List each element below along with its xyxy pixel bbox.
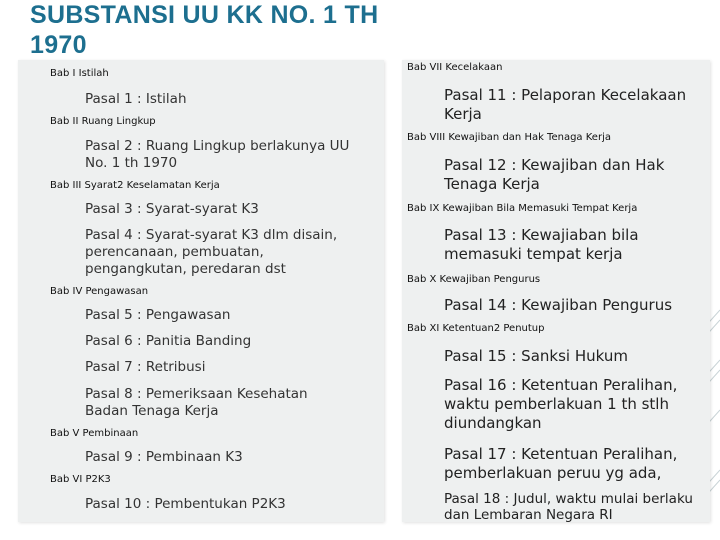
pasal-1: Pasal 1 : Istilah [85, 91, 187, 107]
pasal-2-line-2: No. 1 th 1970 [85, 155, 178, 171]
slide-title [30, 0, 430, 60]
pasal-12-line-1: Pasal 12 : Kewajiban dan Hak [444, 156, 665, 174]
pasal-17-line-2: pemberlakuan peruu yg ada, [444, 464, 662, 482]
pasal-3: Pasal 3 : Syarat-syarat K3 [85, 201, 259, 217]
pasal-4-line-2: perencanaan, pembuatan, [85, 244, 264, 260]
bab-4-heading: Bab IV Pengawasan [50, 286, 149, 297]
pasal-16-line-3: diundangkan [444, 414, 542, 432]
pasal-8-line-1: Pasal 8 : Pemeriksaan Kesehatan [85, 386, 308, 402]
pasal-4-line-3: pengangkutan, peredaran dst [85, 261, 286, 277]
pasal-8-line-2: Badan Tenaga Kerja [85, 403, 219, 419]
pasal-11-line-2: Kerja [444, 105, 482, 123]
bab-2-heading: Bab II Ruang Lingkup [50, 116, 156, 127]
pasal-18-line-1: Pasal 18 : Judul, waktu mulai berlaku [444, 491, 693, 507]
bab-9-heading: Bab IX Kewajiban Bila Memasuki Tempat Kerja [407, 203, 638, 214]
pasal-16-line-2: waktu pemberlakuan 1 th stlh [444, 395, 669, 413]
pasal-7: Pasal 7 : Retribusi [85, 359, 206, 375]
bab-10-heading: Bab X Kewajiban Pengurus [407, 274, 541, 285]
bab-5-heading: Bab V Pembinaan [50, 428, 139, 439]
bab-8-heading: Bab VIII Kewajiban dan Hak Tenaga Kerja [407, 132, 611, 143]
pasal-15: Pasal 15 : Sanksi Hukum [444, 347, 628, 365]
title-line-1: SUBSTANSI UU KK NO. 1 TH [30, 1, 379, 29]
pasal-11-line-1: Pasal 11 : Pelaporan Kecelakaan [444, 86, 687, 104]
bab-11-heading: Bab XI Ketentuan2 Penutup [407, 323, 545, 334]
pasal-2-line-1: Pasal 2 : Ruang Lingkup berlakunya UU [85, 138, 350, 154]
pasal-6: Pasal 6 : Panitia Banding [85, 333, 252, 349]
bab-6-heading: Bab VI P2K3 [50, 474, 111, 485]
pasal-13-line-2: memasuki tempat kerja [444, 245, 623, 263]
pasal-13-line-1: Pasal 13 : Kewajiaban bila [444, 226, 639, 244]
pasal-17-line-1: Pasal 17 : Ketentuan Peralihan, [444, 445, 678, 463]
pasal-4-line-1: Pasal 4 : Syarat-syarat K3 dlm disain, [85, 227, 338, 243]
pasal-12-line-2: Tenaga Kerja [444, 175, 540, 193]
bab-3-heading: Bab III Syarat2 Keselamatan Kerja [50, 180, 220, 191]
pasal-10: Pasal 10 : Pembentukan P2K3 [85, 496, 286, 512]
title-line-2: 1970 [30, 31, 87, 59]
pasal-14: Pasal 14 : Kewajiban Pengurus [444, 296, 673, 314]
pasal-16-line-1: Pasal 16 : Ketentuan Peralihan, [444, 376, 678, 394]
pasal-9: Pasal 9 : Pembinaan K3 [85, 449, 243, 465]
pasal-18-line-2: dan Lembaran Negara RI [444, 507, 613, 523]
bab-7-heading: Bab VII Kecelakaan [407, 62, 503, 73]
bab-1-heading: Bab I Istilah [50, 68, 109, 79]
pasal-5: Pasal 5 : Pengawasan [85, 307, 231, 323]
